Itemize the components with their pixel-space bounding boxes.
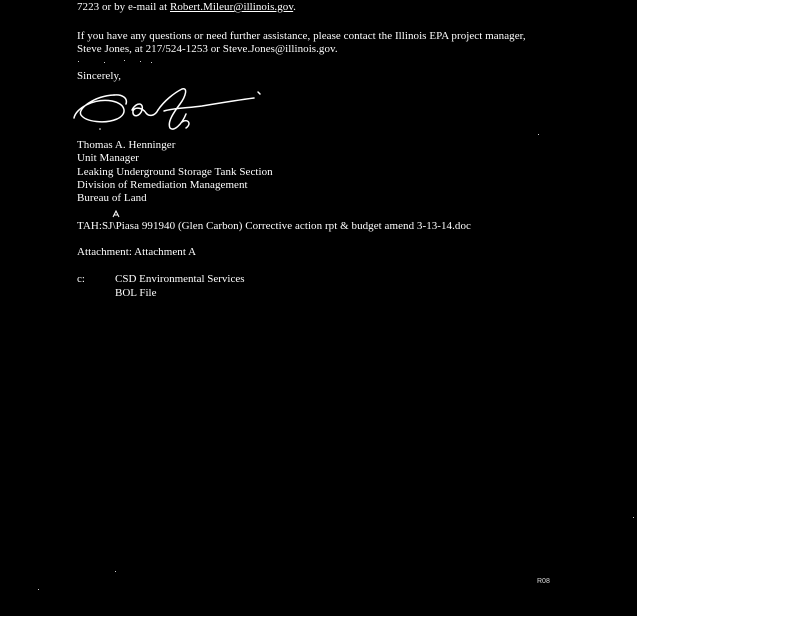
cc-recipient: BOL File — [115, 287, 157, 299]
scan-speck — [38, 589, 39, 590]
ink-mark — [111, 209, 121, 219]
email-link-mileur[interactable]: Robert.Mileur@illinois.gov — [170, 1, 294, 13]
scan-speck — [124, 60, 125, 61]
footer-page-code: R08 — [537, 578, 550, 585]
scan-speck — [115, 571, 116, 572]
signer-section: Leaking Underground Storage Tank Section — [77, 166, 273, 178]
contact-line-partial — [77, 1, 296, 14]
handwritten-signature — [70, 84, 270, 136]
contact-line-suffix: . — [293, 1, 296, 13]
assistance-line-1: If you have any questions or need further assistance, please contact the Illinois EPA project manager, — [77, 30, 526, 42]
scan-speck — [78, 61, 79, 62]
cc-label: c: — [77, 273, 85, 285]
signer-division: Division of Remediation Management — [77, 179, 248, 191]
cc-recipient: CSD Environmental Services — [115, 273, 245, 285]
assistance-line-2: Steve Jones, at 217/524-1253 or Steve.Jones@illinois.gov. — [77, 43, 338, 55]
signer-title: Unit Manager — [77, 152, 139, 164]
signer-bureau: Bureau of Land — [77, 192, 147, 204]
scan-speck — [633, 517, 634, 518]
scan-speck — [538, 134, 539, 135]
scan-speck — [104, 62, 105, 63]
contact-line-prefix: 7223 or by e-mail at — [77, 1, 170, 13]
scan-speck — [151, 62, 152, 63]
signer-name: Thomas A. Henninger — [77, 139, 176, 151]
closing: Sincerely, — [77, 70, 122, 82]
attachment-line: Attachment: Attachment A — [77, 246, 197, 258]
scan-speck — [140, 61, 141, 62]
file-reference-line: TAH:SJ\Piasa 991940 (Glen Carbon) Corrective action rpt & budget amend 3-13-14.doc — [77, 220, 471, 232]
